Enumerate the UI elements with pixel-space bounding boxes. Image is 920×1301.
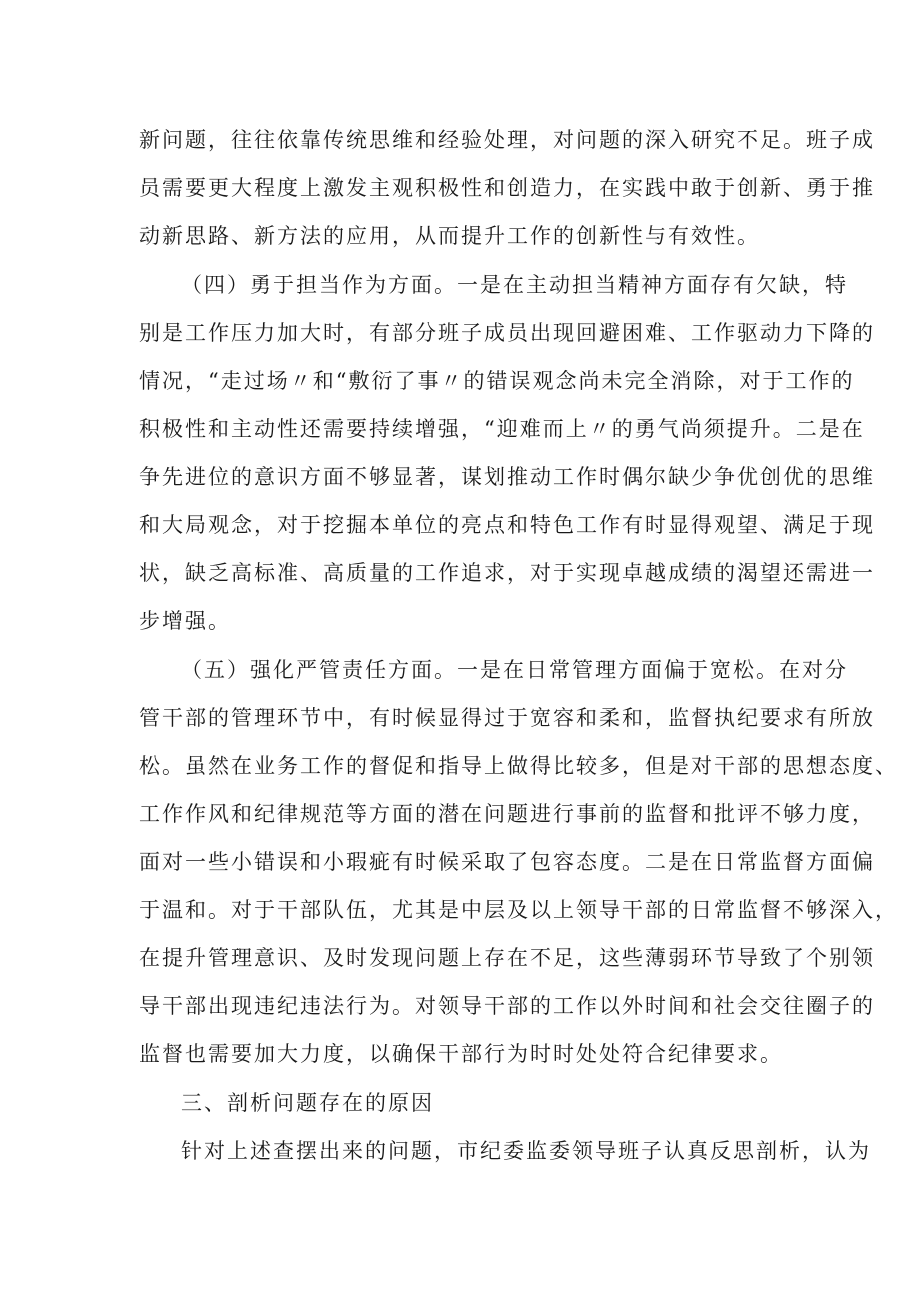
paragraph-line: 松。虽然在业务工作的督促和指导上做得比较多，但是对干部的思想态度、 <box>139 754 898 778</box>
paragraph-line: 监督也需要加大力度，以确保干部行为时时处处符合纪律要求。 <box>139 1042 783 1066</box>
paragraph-line: 状，缺乏高标准、高质量的工作追求，对于实现卓越成绩的渴望还需进一 <box>139 561 875 585</box>
paragraph-line: 工作作风和纪律规范等方面的潜在问题进行事前的监督和批评不够力度， <box>139 802 875 826</box>
paragraph-line: 针对上述查摆出来的问题，市纪委监委领导班子认真反思剖析，认为 <box>181 1139 871 1163</box>
section-5-heading-line: （五）强化严管责任方面。一是在日常管理方面偏于宽松。在对分 <box>181 658 848 682</box>
paragraph-line: 于温和。对于干部队伍，尤其是中层及以上领导干部的日常监督不够深入， <box>139 898 898 922</box>
paragraph-line: 员需要更大程度上激发主观积极性和创造力，在实践中敢于创新、勇于推 <box>139 176 875 200</box>
paragraph-line: 争先进位的意识方面不够显著，谋划推动工作时偶尔缺少争优创优的思维 <box>139 465 875 489</box>
paragraph-line: 别是工作压力加大时，有部分班子成员出现回避困难、工作驱动力下降的 <box>139 321 875 345</box>
paragraph-line: 积极性和主动性还需要持续增强，“迎难而上〃的勇气尚须提升。二是在 <box>139 417 865 441</box>
section-heading: 三、剖析问题存在的原因 <box>181 1091 434 1115</box>
paragraph-line: 面对一些小错误和小瑕疵有时候采取了包容态度。二是在日常监督方面偏 <box>139 850 875 874</box>
paragraph-line: 情况，“走过场〃和“敷衍了事〃的错误观念尚未完全消除，对于工作的 <box>139 369 855 393</box>
paragraph-line: 管干部的管理环节中，有时候显得过于宽容和柔和，监督执纪要求有所放 <box>139 706 875 730</box>
section-4-heading-line: （四）勇于担当作为方面。一是在主动担当精神方面存有欠缺，特 <box>181 273 848 297</box>
paragraph-line: 在提升管理意识、及时发现问题上存在不足，这些薄弱环节导致了个别领 <box>139 946 875 970</box>
paragraph-line: 新问题，往往依靠传统思维和经验处理，对问题的深入研究不足。班子成 <box>139 128 875 152</box>
paragraph-line: 动新思路、新方法的应用，从而提升工作的创新性与有效性。 <box>139 224 760 248</box>
paragraph-line: 和大局观念，对于挖掘本单位的亮点和特色工作有时显得观望、满足于现 <box>139 513 875 537</box>
paragraph-line: 步增强。 <box>139 609 231 633</box>
paragraph-line: 导干部出现违纪违法行为。对领导干部的工作以外时间和社会交往圈子的 <box>139 994 875 1018</box>
